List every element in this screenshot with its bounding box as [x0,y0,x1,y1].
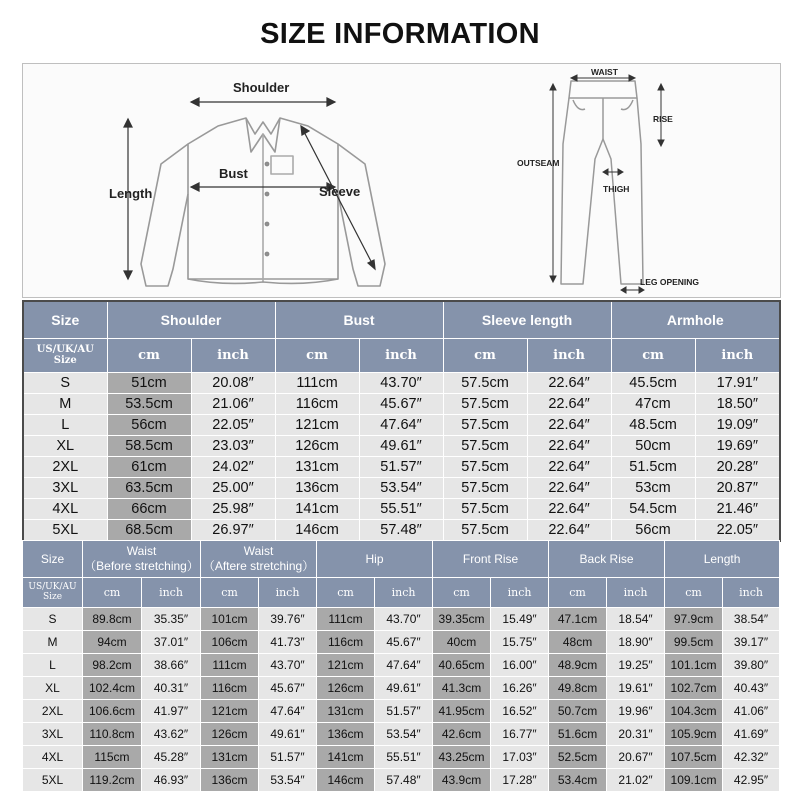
measurement-cell: 55.51″ [375,746,433,769]
measurement-cell: 146cm [317,769,375,792]
table-row [23,677,780,700]
size-cell: M [23,394,107,415]
measurement-cell: 109.1cm [665,769,723,792]
region-size-label [23,578,83,608]
measurement-cell: 47.64″ [375,654,433,677]
table-row [23,478,780,499]
measurement-cell: 101.1cm [665,654,723,677]
size-cell: S [23,373,107,394]
measurement-cell: 19.69″ [695,436,780,457]
measurement-cell: 39.35cm [433,608,491,631]
measurement-cell: 54.5cm [611,499,695,520]
unit-label: inch [491,578,549,608]
measurement-cell: 104.3cm [665,700,723,723]
table-row [23,654,780,677]
table-row [23,769,780,792]
front-rise-header: Front Rise [433,541,549,578]
measurement-cell: 43.62″ [142,723,201,746]
measurement-cell: 21.46″ [695,499,780,520]
table-row [23,394,780,415]
measurement-cell: 57.5cm [443,457,527,478]
measurement-cell: 48cm [549,631,607,654]
unit-label: cm [549,578,607,608]
measurement-cell: 43.70″ [375,608,433,631]
measurement-cell: 126cm [275,436,359,457]
measurement-cell: 22.64″ [527,478,611,499]
size-cell: S [23,608,83,631]
measurement-cell: 41.97″ [142,700,201,723]
header-line2: （Aftere stretching） [202,559,315,573]
measurement-cell: 18.54″ [607,608,665,631]
shoulder-label: Shoulder [233,80,290,95]
shirt-illustration [141,118,385,286]
pants-illustration [561,81,643,284]
measurement-cell: 20.67″ [607,746,665,769]
measurement-cell: 131cm [317,700,375,723]
measurement-cell: 102.4cm [83,677,142,700]
measurement-cell: 53.54″ [375,723,433,746]
measurement-cell: 20.87″ [695,478,780,499]
measurement-cell: 20.08″ [191,373,275,394]
leg-opening-label: LEG OPENING [640,277,700,287]
unit-label: cm [275,339,359,373]
page-title: SIZE INFORMATION [260,18,540,50]
measurement-cell: 22.05″ [695,520,780,542]
header-line2: （Before stretching） [84,559,199,573]
measurement-cell: 97.9cm [665,608,723,631]
measurement-cell: 40.31″ [142,677,201,700]
size-cell: 3XL [23,723,83,746]
size-cell: 5XL [23,520,107,542]
measurement-cell: 17.03″ [491,746,549,769]
hip-header: Hip [317,541,433,578]
measurement-cell: 49.61″ [375,677,433,700]
measurement-cell: 42.95″ [723,769,780,792]
measurement-cell: 22.64″ [527,499,611,520]
measurement-cell: 52.5cm [549,746,607,769]
measurement-cell: 39.17″ [723,631,780,654]
measurement-cell: 40.65cm [433,654,491,677]
header-line1: Waist [243,544,274,558]
size-cell: 4XL [23,499,107,520]
measurement-cell: 57.5cm [443,499,527,520]
measurement-cell: 121cm [317,654,375,677]
measurement-cell: 66cm [107,499,191,520]
measurement-cell: 57.5cm [443,373,527,394]
length-label: Length [109,186,153,201]
measurement-cell: 35.35″ [142,608,201,631]
measurement-cell: 68.5cm [107,520,191,542]
measurement-cell: 22.64″ [527,520,611,542]
unit-label: cm [611,339,695,373]
measurement-cell: 22.64″ [527,415,611,436]
measurement-cell: 41.73″ [259,631,317,654]
measurement-cell: 43.9cm [433,769,491,792]
measurement-cell: 21.02″ [607,769,665,792]
measurement-cell: 43.70″ [259,654,317,677]
measurement-cell: 49.61″ [259,723,317,746]
measurement-cell: 16.00″ [491,654,549,677]
size-cell: 2XL [23,700,83,723]
unit-label: inch [191,339,275,373]
measurement-cell: 43.70″ [359,373,443,394]
region-label-line2: Size [53,354,77,366]
measurement-cell: 94cm [83,631,142,654]
measurement-cell: 42.32″ [723,746,780,769]
sleeve-length-header: Sleeve length [443,301,611,339]
measurement-cell: 22.64″ [527,457,611,478]
measurement-cell: 116cm [317,631,375,654]
measurement-cell: 19.09″ [695,415,780,436]
measurement-cell: 57.5cm [443,415,527,436]
unit-label: inch [723,578,780,608]
measurement-cell: 18.50″ [695,394,780,415]
region-label-line1: US/UK/AU [28,582,77,593]
armhole-header: Armhole [611,301,780,339]
length-header: Length [665,541,780,578]
measurement-cell: 41.06″ [723,700,780,723]
outseam-arrow [550,84,556,282]
measurement-cell: 146cm [275,520,359,542]
measurement-cell: 57.48″ [375,769,433,792]
measurement-cell: 126cm [317,677,375,700]
measurement-cell: 38.54″ [723,608,780,631]
unit-label: cm [201,578,259,608]
table-row [23,723,780,746]
measurement-cell: 121cm [201,700,259,723]
back-rise-header: Back Rise [549,541,665,578]
measurement-cell: 38.66″ [142,654,201,677]
shoulder-arrow [191,98,335,106]
measurement-cell: 136cm [317,723,375,746]
measurement-cell: 53.54″ [359,478,443,499]
measurement-cell: 56cm [611,520,695,542]
measurement-cell: 136cm [275,478,359,499]
table-row [23,520,780,542]
measurement-cell: 51.57″ [359,457,443,478]
measurement-cell: 19.96″ [607,700,665,723]
size-header: Size [23,301,107,339]
measurement-cell: 111cm [201,654,259,677]
measurement-cell: 111cm [275,373,359,394]
measurement-cell: 131cm [201,746,259,769]
thigh-label: THIGH [603,184,630,194]
measurement-cell: 21.06″ [191,394,275,415]
measurement-cell: 99.5cm [665,631,723,654]
measurement-cell: 25.98″ [191,499,275,520]
measurement-cell: 53.4cm [549,769,607,792]
measurement-diagram [22,63,781,298]
outseam-label: OUTSEAM [517,158,560,168]
unit-label: cm [665,578,723,608]
measurement-cell: 20.31″ [607,723,665,746]
table-row [23,415,780,436]
measurement-cell: 141cm [317,746,375,769]
measurement-cell: 136cm [201,769,259,792]
unit-label: inch [527,339,611,373]
sleeve-label: Sleeve [319,184,361,199]
size-cell: XL [23,677,83,700]
measurement-cell: 45.67″ [359,394,443,415]
region-label-line1: US/UK/AU [36,344,94,355]
unit-label: cm [83,578,142,608]
unit-label: inch [695,339,780,373]
measurement-cell: 57.48″ [359,520,443,542]
measurement-cell: 51.5cm [611,457,695,478]
measurement-cell: 47.64″ [259,700,317,723]
measurement-cell: 48.5cm [611,415,695,436]
measurement-cell: 39.80″ [723,654,780,677]
measurement-cell: 49.8cm [549,677,607,700]
table-row [23,436,780,457]
unit-label: cm [443,339,527,373]
measurement-cell: 22.64″ [527,436,611,457]
measurement-cell: 98.2cm [83,654,142,677]
measurement-cell: 141cm [275,499,359,520]
measurement-cell: 51.6cm [549,723,607,746]
unit-label: inch [359,339,443,373]
measurement-cell: 111cm [317,608,375,631]
unit-label: cm [107,339,191,373]
measurement-cell: 22.05″ [191,415,275,436]
measurement-cell: 18.90″ [607,631,665,654]
measurement-cell: 17.91″ [695,373,780,394]
waist-before-header [83,541,201,578]
shoulder-header: Shoulder [107,301,275,339]
table-row [23,499,780,520]
measurement-cell: 17.28″ [491,769,549,792]
measurement-cell: 26.97″ [191,520,275,542]
measurement-cell: 55.51″ [359,499,443,520]
measurement-cell: 57.5cm [443,478,527,499]
measurement-cell: 105.9cm [665,723,723,746]
measurement-cell: 51.57″ [259,746,317,769]
measurement-cell: 106cm [201,631,259,654]
measurement-cell: 53.5cm [107,394,191,415]
waist-label: WAIST [591,67,618,77]
measurement-cell: 22.64″ [527,394,611,415]
measurement-cell: 47cm [611,394,695,415]
unit-label: inch [375,578,433,608]
measurement-cell: 22.64″ [527,373,611,394]
measurement-cell: 51.57″ [375,700,433,723]
size-header: Size [23,541,83,578]
measurement-cell: 45.5cm [611,373,695,394]
measurement-cell: 43.25cm [433,746,491,769]
measurement-cell: 101cm [201,608,259,631]
unit-label: inch [259,578,317,608]
measurement-cell: 45.28″ [142,746,201,769]
table-row [23,700,780,723]
unit-label: cm [317,578,375,608]
table-row [23,457,780,478]
measurement-cell: 89.8cm [83,608,142,631]
measurement-cell: 45.67″ [375,631,433,654]
rise-label: RISE [653,114,673,124]
measurement-cell: 126cm [201,723,259,746]
measurement-cell: 57.5cm [443,436,527,457]
leg-opening-arrow [621,287,644,293]
measurement-cell: 119.2cm [83,769,142,792]
measurement-cell: 24.02″ [191,457,275,478]
measurement-cell: 116cm [201,677,259,700]
measurement-cell: 47.64″ [359,415,443,436]
measurement-cell: 15.49″ [491,608,549,631]
measurement-cell: 49.61″ [359,436,443,457]
measurement-cell: 53cm [611,478,695,499]
measurement-cell: 131cm [275,457,359,478]
size-cell: 4XL [23,746,83,769]
size-cell: XL [23,436,107,457]
measurement-cell: 23.03″ [191,436,275,457]
measurement-cell: 48.9cm [549,654,607,677]
size-cell: 3XL [23,478,107,499]
measurement-cell: 110.8cm [83,723,142,746]
measurement-cell: 40cm [433,631,491,654]
measurement-cell: 121cm [275,415,359,436]
measurement-cell: 41.69″ [723,723,780,746]
measurement-cell: 51cm [107,373,191,394]
measurement-cell: 39.76″ [259,608,317,631]
header-line1: Waist [126,544,157,558]
measurement-cell: 45.67″ [259,677,317,700]
measurement-cell: 40.43″ [723,677,780,700]
measurement-cell: 16.77″ [491,723,549,746]
measurement-cell: 57.5cm [443,520,527,542]
measurement-cell: 61cm [107,457,191,478]
measurement-cell: 106.6cm [83,700,142,723]
bottom-size-table [22,540,780,792]
measurement-cell: 46.93″ [142,769,201,792]
measurement-cell: 115cm [83,746,142,769]
table-row [23,746,780,769]
measurement-cell: 107.5cm [665,746,723,769]
measurement-cell: 16.26″ [491,677,549,700]
measurement-cell: 56cm [107,415,191,436]
table-row [23,631,780,654]
region-size-label [23,339,107,373]
measurement-cell: 50.7cm [549,700,607,723]
waist-after-header [201,541,317,578]
measurement-cell: 102.7cm [665,677,723,700]
measurement-cell: 15.75″ [491,631,549,654]
measurement-cell: 41.95cm [433,700,491,723]
measurement-cell: 19.25″ [607,654,665,677]
unit-label: inch [142,578,201,608]
bust-label: Bust [219,166,248,181]
measurement-cell: 53.54″ [259,769,317,792]
measurement-cell: 63.5cm [107,478,191,499]
region-label-line2: Size [42,591,63,602]
unit-label: cm [433,578,491,608]
top-size-table [22,300,781,542]
measurement-cell: 47.1cm [549,608,607,631]
measurement-cell: 50cm [611,436,695,457]
measurement-cell: 42.6cm [433,723,491,746]
measurement-cell: 20.28″ [695,457,780,478]
size-cell: 5XL [23,769,83,792]
size-cell: L [23,654,83,677]
measurement-cell: 37.01″ [142,631,201,654]
bust-header: Bust [275,301,443,339]
table-row [23,608,780,631]
measurement-cell: 116cm [275,394,359,415]
measurement-cell: 58.5cm [107,436,191,457]
diagram-svg [23,64,780,297]
thigh-arrow [603,169,623,175]
measurement-cell: 41.3cm [433,677,491,700]
size-cell: 2XL [23,457,107,478]
table-row [23,373,780,394]
measurement-cell: 25.00″ [191,478,275,499]
size-cell: M [23,631,83,654]
measurement-cell: 57.5cm [443,394,527,415]
measurement-cell: 16.52″ [491,700,549,723]
unit-label: inch [607,578,665,608]
measurement-cell: 19.61″ [607,677,665,700]
size-cell: L [23,415,107,436]
